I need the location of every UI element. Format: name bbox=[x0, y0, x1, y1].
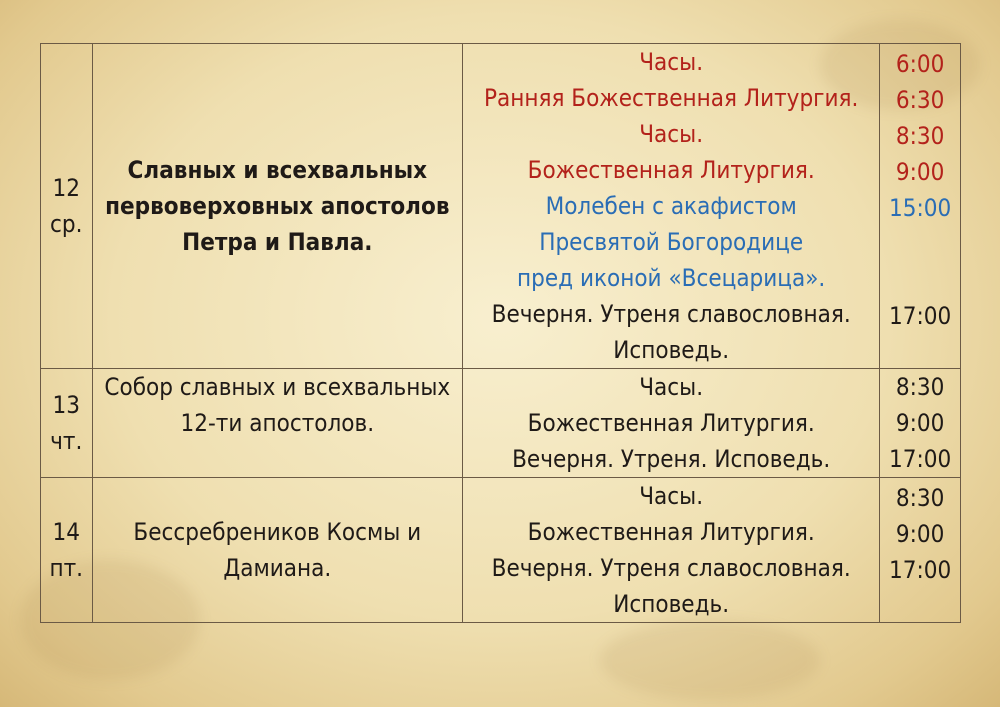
service-line: Ранняя Божественная Литургия. bbox=[483, 84, 859, 112]
date-cell bbox=[41, 369, 93, 478]
service-line: Исповедь. bbox=[613, 336, 730, 364]
feast-cell bbox=[92, 369, 463, 478]
service-line: Божественная Литургия. bbox=[527, 518, 815, 546]
service-line: Исповедь. bbox=[613, 590, 730, 618]
time-value: 8:30 bbox=[895, 373, 945, 401]
times-cell bbox=[880, 478, 961, 623]
service-line: Божественная Литургия. bbox=[527, 156, 815, 184]
time-value: 15:00 bbox=[888, 194, 952, 222]
time-value: 9:00 bbox=[895, 158, 945, 186]
parchment-stain bbox=[600, 620, 820, 700]
date-cell bbox=[41, 478, 93, 623]
time-value: 17:00 bbox=[888, 302, 952, 330]
service-line: пред иконой «Всецарица». bbox=[517, 264, 826, 292]
time-value: 8:30 bbox=[895, 122, 945, 150]
services-cell bbox=[463, 369, 880, 478]
feast-line: 12-ти апостолов. bbox=[180, 409, 375, 437]
weekday: пт. bbox=[49, 554, 84, 582]
table-row bbox=[41, 44, 961, 369]
feast-line: Петра и Павла. bbox=[182, 228, 373, 256]
weekday: чт. bbox=[50, 427, 83, 455]
time-spacer bbox=[884, 226, 956, 262]
time-value: 6:00 bbox=[895, 50, 945, 78]
feast-cell bbox=[92, 44, 463, 369]
service-line: Часы. bbox=[639, 48, 704, 76]
time-value: 9:00 bbox=[895, 520, 945, 548]
service-line: Молебен с акафистом bbox=[545, 192, 797, 220]
feast-line: Дамиана. bbox=[223, 554, 332, 582]
service-line: Вечерня. Утреня славословная. bbox=[491, 300, 851, 328]
time-value: 9:00 bbox=[895, 409, 945, 437]
day-number: 12 bbox=[52, 174, 80, 202]
date-cell bbox=[41, 44, 93, 369]
feast-line: первоверховных апостолов bbox=[105, 192, 450, 220]
day-number: 13 bbox=[52, 391, 80, 419]
table-row bbox=[41, 478, 961, 623]
service-line: Часы. bbox=[639, 120, 704, 148]
services-cell bbox=[463, 478, 880, 623]
day-number: 14 bbox=[52, 518, 80, 546]
services-cell bbox=[463, 44, 880, 369]
feast-line: Бессребреников Космы и bbox=[133, 518, 422, 546]
service-line: Часы. bbox=[639, 482, 704, 510]
table-row bbox=[41, 369, 961, 478]
weekday: ср. bbox=[50, 210, 83, 238]
feast-line: Славных и всехвальных bbox=[127, 156, 428, 184]
times-cell bbox=[880, 369, 961, 478]
time-value: 6:30 bbox=[895, 86, 945, 114]
service-line: Вечерня. Утреня. Исповедь. bbox=[512, 445, 831, 473]
time-value: 17:00 bbox=[888, 445, 952, 473]
time-value: 17:00 bbox=[888, 556, 952, 584]
service-line: Часы. bbox=[639, 373, 704, 401]
times-cell bbox=[880, 44, 961, 369]
service-schedule-table bbox=[40, 43, 961, 623]
service-line: Божественная Литургия. bbox=[527, 409, 815, 437]
feast-line: Собор славных и всехвальных bbox=[104, 373, 451, 401]
time-spacer bbox=[884, 262, 956, 298]
service-line: Пресвятой Богородице bbox=[539, 228, 804, 256]
time-value: 8:30 bbox=[895, 484, 945, 512]
service-line: Вечерня. Утреня славословная. bbox=[491, 554, 851, 582]
feast-cell bbox=[92, 478, 463, 623]
